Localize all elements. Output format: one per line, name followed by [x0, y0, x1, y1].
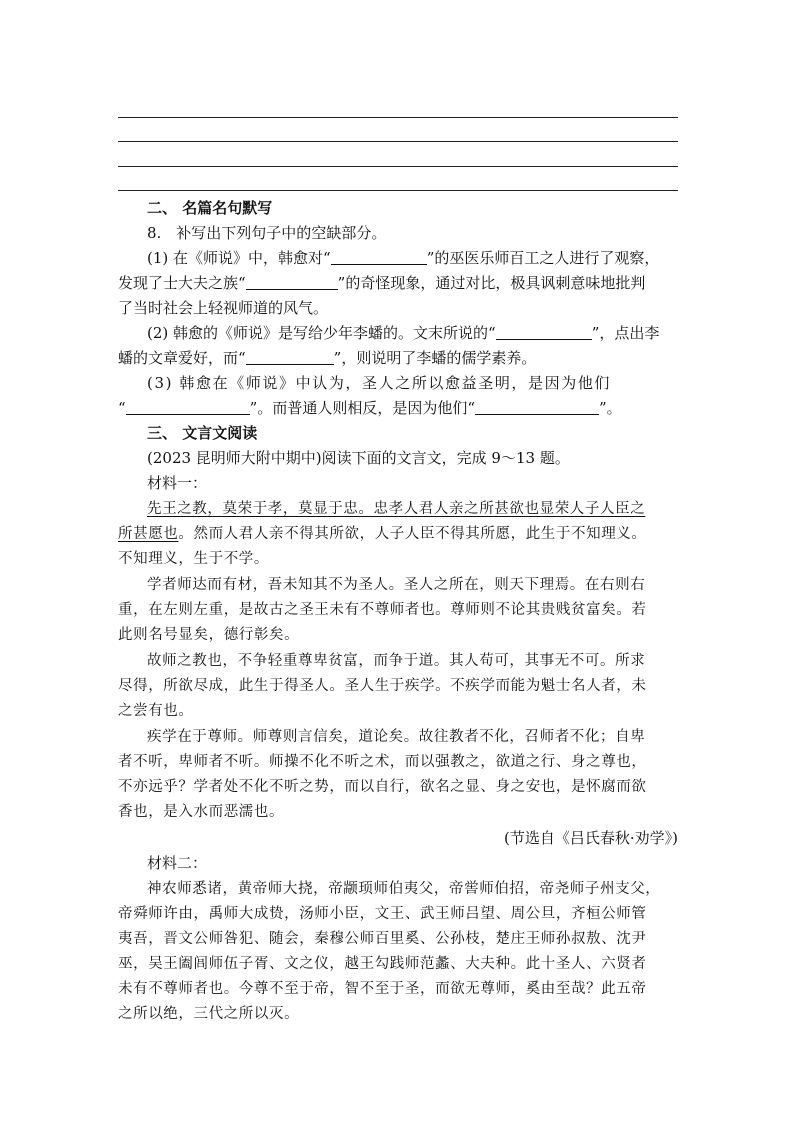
- question-item-cont: 了当时社会上轻视师道的风气。: [118, 299, 329, 317]
- passage-line: 者不听，卑师者不听。师操不化不听之术，而以强教之，欲道之行、身之尊也，: [118, 754, 647, 770]
- passage-line: 不知理义，生于不学。: [118, 551, 269, 567]
- passage-source: (节选自《吕氏春秋·劝学》): [504, 829, 678, 847]
- passage-line: 未有不尊师者也。今尊不至于帝，智不至于圣，而欲无尊师，奚由至哉？此五帝: [118, 981, 647, 997]
- passage-line-underlined: 先王之教，莫荣于孝，莫显于忠。忠孝人君人亲之所甚欲也显荣人子人臣之: [147, 501, 646, 517]
- passage-line: 此则名号显矣，德行彰矣。: [118, 627, 300, 643]
- passage-line: 神农师悉诸，黄帝师大挠，帝颛顼师伯夷父，帝喾师伯招，帝尧师子州支父，: [147, 881, 661, 897]
- answer-blank[interactable]: [331, 249, 427, 265]
- section-heading: 二、 名篇名句默写: [147, 199, 273, 217]
- passage-line: 所甚愿也。然而人君人亲不得其所欲，人子人臣不得其所愿，此生于不知理义。: [118, 526, 647, 542]
- passage-line: 夷吾，晋文公师咎犯、随会，秦穆公师百里奚、公孙枝，楚庄王师孙叔敖、沈尹: [118, 931, 647, 947]
- question-item: (2) 韩愈的《师说》是写给少年李蟠的。文末所说的“ ”，点出李: [147, 324, 660, 342]
- question-item-cont: 蟠的文章爱好，而“ ”，则说明了李蟠的儒学素养。: [118, 349, 537, 367]
- passage-line: 故师之教也，不争轻重尊卑贫富，而争于道。其人苟可，其事无不可。所求: [147, 653, 646, 669]
- question-item-cont: “ ”。而普通人则相反，是因为他们“ ”。: [118, 399, 622, 417]
- passage-line: 学者师达而有材，吾未知其不为圣人。圣人之所在，则天下理焉。在右则右: [147, 577, 646, 593]
- answer-line: [118, 190, 678, 191]
- answer-blank[interactable]: [496, 324, 592, 340]
- passage-line: 不亦远乎？学者处不化不听之势，而以自行，欲名之显、身之安也，是怀腐而欲: [118, 779, 647, 795]
- answer-line: [118, 141, 678, 142]
- question-item-cont: 发现了士大夫之族“ ”的奇怪现象，通过对比，极具讽刺意味地批判: [118, 274, 646, 292]
- passage-line: 帝舜师许由，禹师大成贽，汤师小臣，文王、武王师吕望、周公旦，齐桓公师管: [118, 906, 647, 922]
- material-label: 材料一：: [147, 474, 208, 492]
- answer-blank[interactable]: [475, 399, 599, 415]
- question-item: (3) 韩愈在《师说》中认为，圣人之所以愈益圣明，是因为他们: [147, 374, 612, 392]
- answer-blank[interactable]: [246, 349, 334, 365]
- question-item: (1) 在《师说》中，韩愈对“ ”的巫医乐师百工之人进行了观察，: [147, 249, 660, 267]
- section-heading: 三、 文言文阅读: [147, 424, 258, 442]
- passage-line: 疾学在于尊师。师尊则言信矣，道论矣。故往教者不化，召师者不化；自卑: [147, 729, 646, 745]
- source-note: (2023 昆明师大附中期中)阅读下面的文言文，完成 9～13 题。: [147, 449, 570, 467]
- passage-line: 重，在左则左重，是故古之圣王未有不尊师者也。尊师则不论其贵贱贫富矣。若: [118, 602, 647, 618]
- answer-line: [118, 117, 678, 118]
- passage-line: 之所以绝，三代之所以灭。: [118, 1006, 300, 1022]
- passage-line: 之尝有也。: [118, 703, 194, 719]
- passage-line: 香也，是入水而恶濡也。: [118, 804, 285, 820]
- answer-line: [118, 166, 678, 167]
- passage-line: 巫，吴王阖闾师伍子胥、文之仪，越王勾践师范蠡、大夫种。此十圣人、六贤者: [118, 956, 647, 972]
- question-intro: 8. 补写出下列句子中的空缺部分。: [147, 224, 387, 242]
- answer-blank[interactable]: [126, 399, 250, 415]
- material-label: 材料二：: [147, 854, 208, 872]
- answer-blank[interactable]: [246, 274, 338, 290]
- passage-line: 尽得，所欲尽成，此生于得圣人。圣人生于疾学。不疾学而能为魁士名人者，未: [118, 678, 647, 694]
